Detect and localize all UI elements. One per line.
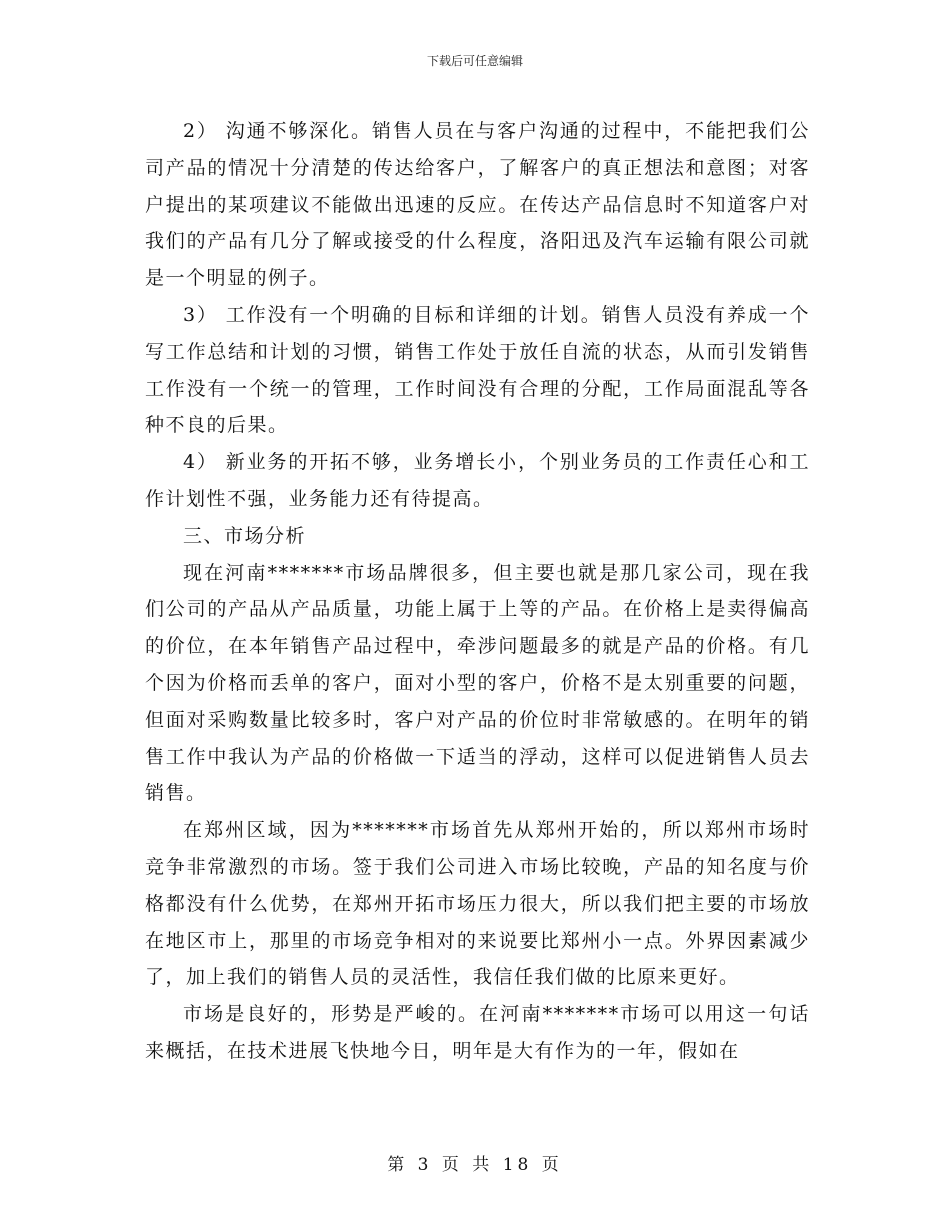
paragraph-point-2: 2） 沟通不够深化。销售人员在与客户沟通的过程中，不能把我们公司产品的情况十分清楚的传达给客户，了解客户的真正想法和意图；对客户提出的某项建议不能做出迅速的反应。在传达产品信息时不知道客户对我们的产品有几分了解或接受的什么程度，洛阳迅及汽车运输有限公司就是一个明显的例子。	[145, 120, 810, 290]
page-number-footer: 第 3 页 共 18 页	[387, 1155, 563, 1175]
paragraph-point-3: 3） 工作没有一个明确的目标和详细的计划。销售人员没有养成一个写工作总结和计划的习惯，销售工作处于放任自流的状态，从而引发销售工作没有一个统一的管理，工作时间没有合理的分配，工作局面混乱等各种不良的后果。	[145, 303, 810, 437]
paragraph-point-4: 4） 新业务的开拓不够，业务增长小，个别业务员的工作责任心和工作计划性不强，业务能力还有待提高。	[145, 451, 810, 510]
paragraph-zhengzhou-region: 在郑州区域，因为*******市场首先从郑州开始的，所以郑州市场时竞争非常激烈的市场。签于我们公司进入市场比较晚，产品的知名度与价格都没有什么优势，在郑州开拓市场压力很大，所以我们把主要的市场放在地区市上，那里的市场竞争相对的来说要比郑州小一点。外界因素减少了，加上我们的销售人员的灵活性，我信任我们做的比原来更好。	[145, 819, 810, 989]
paragraph-market-outlook: 市场是良好的，形势是严峻的。在河南*******市场可以用这一句话来概括，在技术进展飞快地今日，明年是大有作为的一年，假如在	[145, 1003, 810, 1062]
paragraph-market-brands: 现在河南*******市场品牌很多，但主要也就是那几家公司，现在我们公司的产品从产品质量，功能上属于上等的产品。在价格上是卖得偏高的价位，在本年销售产品过程中，牵涉问题最多的就是产品的价格。有几个因为价格而丢单的客户，面对小型的客户，价格不是太别重要的问题，但面对采购数量比较多时，客户对产品的价位时非常敏感的。在明年的销售工作中我认为产品的价格做一下适当的浮动，这样可以促进销售人员去销售。	[145, 561, 810, 805]
section-heading-market-analysis: 三、市场分析	[183, 524, 307, 547]
page-header: 下载后可任意编辑	[426, 54, 523, 68]
document-body	[145, 113, 810, 1070]
